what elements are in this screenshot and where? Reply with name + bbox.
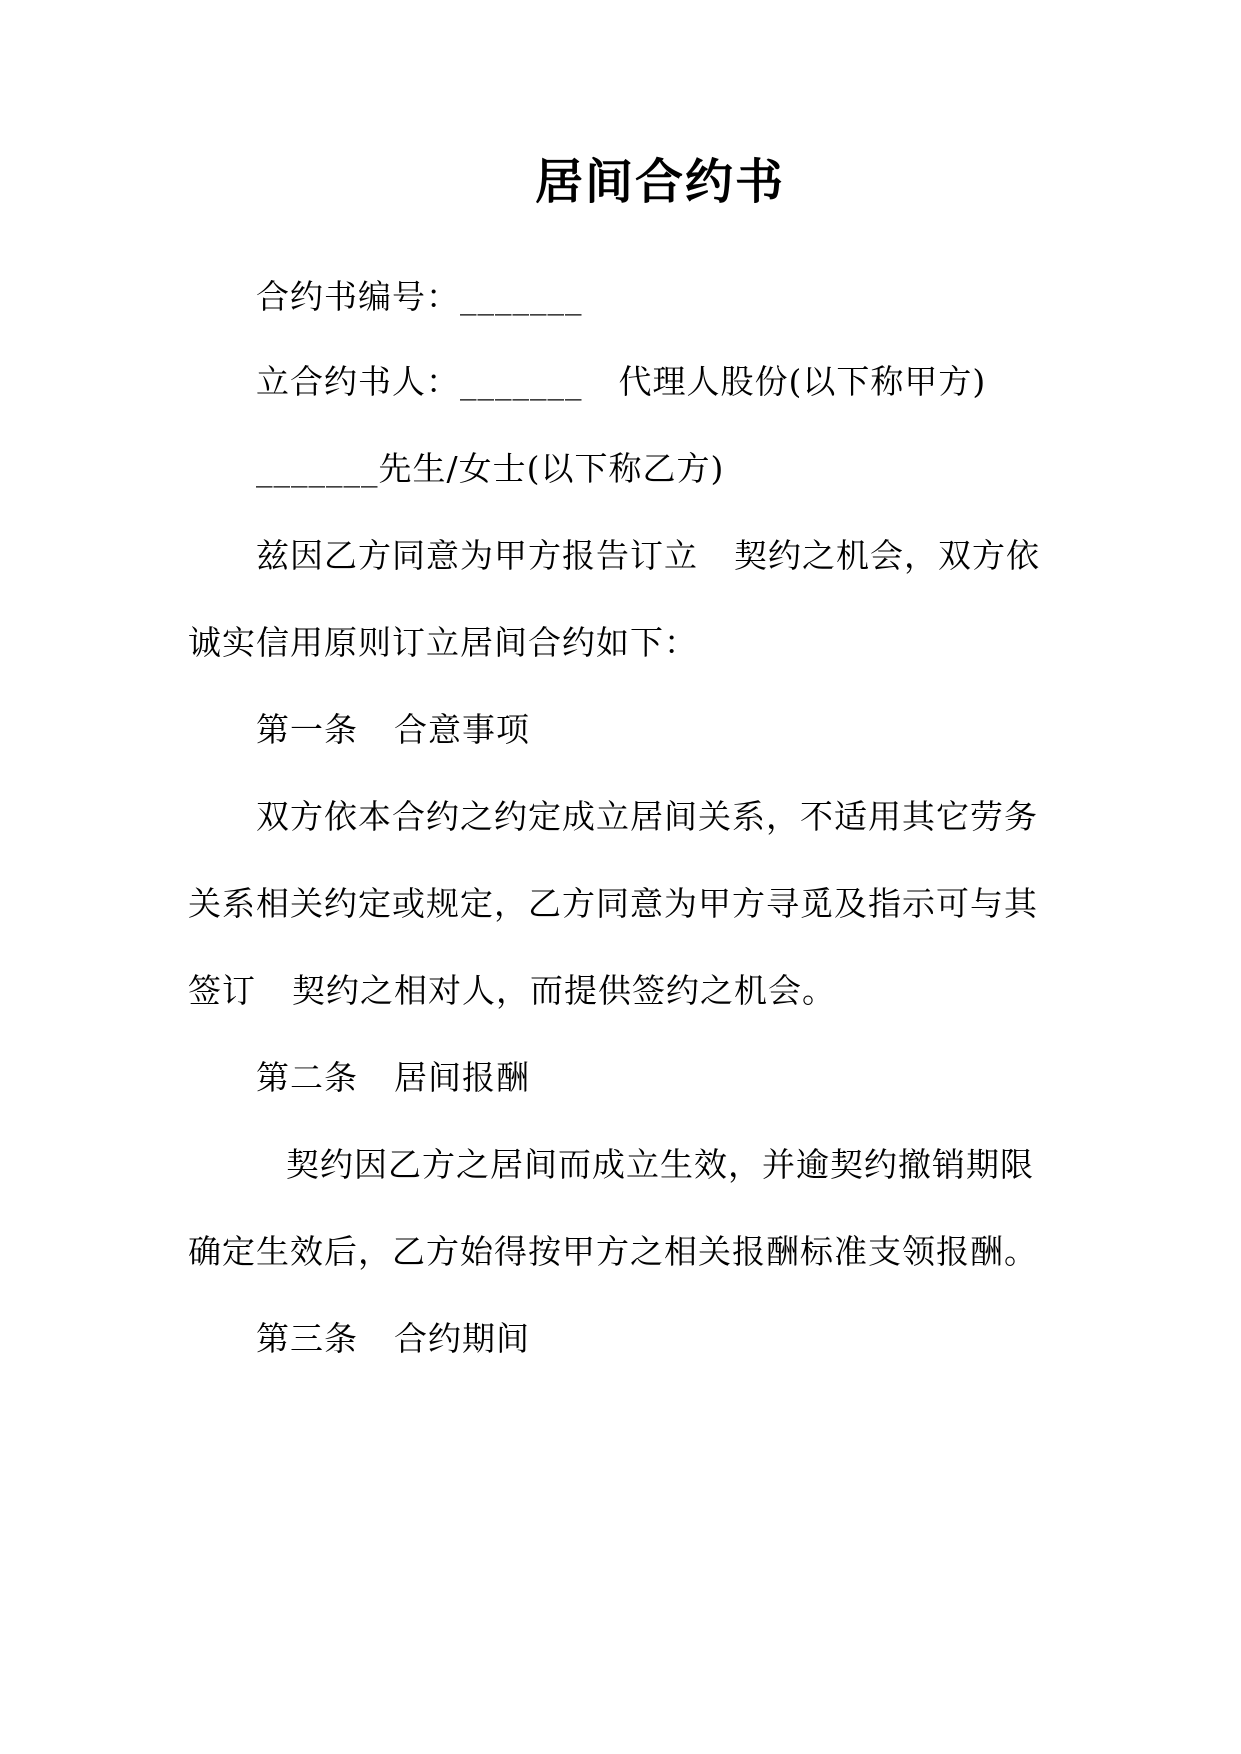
preamble-line-2: 诚实信用原则订立居间合约如下： bbox=[188, 623, 698, 662]
preamble-line-1a: 兹因乙方同意为甲方报告订立 bbox=[256, 536, 698, 575]
contract-number-label: 合约书编号： bbox=[256, 277, 460, 316]
contract-number-line bbox=[256, 275, 583, 319]
party-a-line bbox=[256, 360, 986, 404]
article-2-number: 第二条 bbox=[256, 1058, 358, 1097]
article-1-line-3b: 契约之相对人，而提供签约之机会。 bbox=[292, 971, 836, 1010]
article-3-heading bbox=[256, 1317, 530, 1361]
article-1-title: 合意事项 bbox=[394, 710, 530, 749]
article-1-heading bbox=[256, 708, 530, 752]
preamble-line-1 bbox=[256, 534, 1040, 578]
party-b-blank: _______ bbox=[256, 449, 379, 488]
article-1-line-3a: 签订 bbox=[188, 971, 256, 1010]
party-b-text: 先生/女士(以下称乙方) bbox=[378, 449, 725, 488]
party-b-line bbox=[256, 447, 724, 491]
article-2-title: 居间报酬 bbox=[394, 1058, 530, 1097]
contract-number-blank: _______ bbox=[460, 277, 583, 316]
preamble-line-1b: 契约之机会，双方依 bbox=[734, 536, 1040, 575]
article-3-title: 合约期间 bbox=[394, 1319, 530, 1358]
party-a-blank: _______ bbox=[460, 362, 583, 401]
article-1-number: 第一条 bbox=[256, 710, 358, 749]
article-3-number: 第三条 bbox=[256, 1319, 358, 1358]
party-a-text: 代理人股份(以下称甲方) bbox=[618, 362, 987, 401]
article-2-line-2: 确定生效后，乙方始得按甲方之相关报酬标准支领报酬。 bbox=[188, 1232, 1038, 1271]
article-2-heading bbox=[256, 1056, 530, 1100]
article-2-line-1: 契约因乙方之居间而成立生效，并逾契约撤销期限 bbox=[286, 1145, 1034, 1184]
article-1-line-2: 关系相关约定或规定，乙方同意为甲方寻觅及指示可与其 bbox=[188, 884, 1038, 923]
article-1-line-3 bbox=[188, 969, 836, 1013]
document-title: 居间合约书 bbox=[534, 154, 785, 210]
article-1-line-1: 双方依本合约之约定成立居间关系，不适用其它劳务 bbox=[256, 797, 1038, 836]
party-a-label: 立合约书人： bbox=[256, 362, 460, 401]
